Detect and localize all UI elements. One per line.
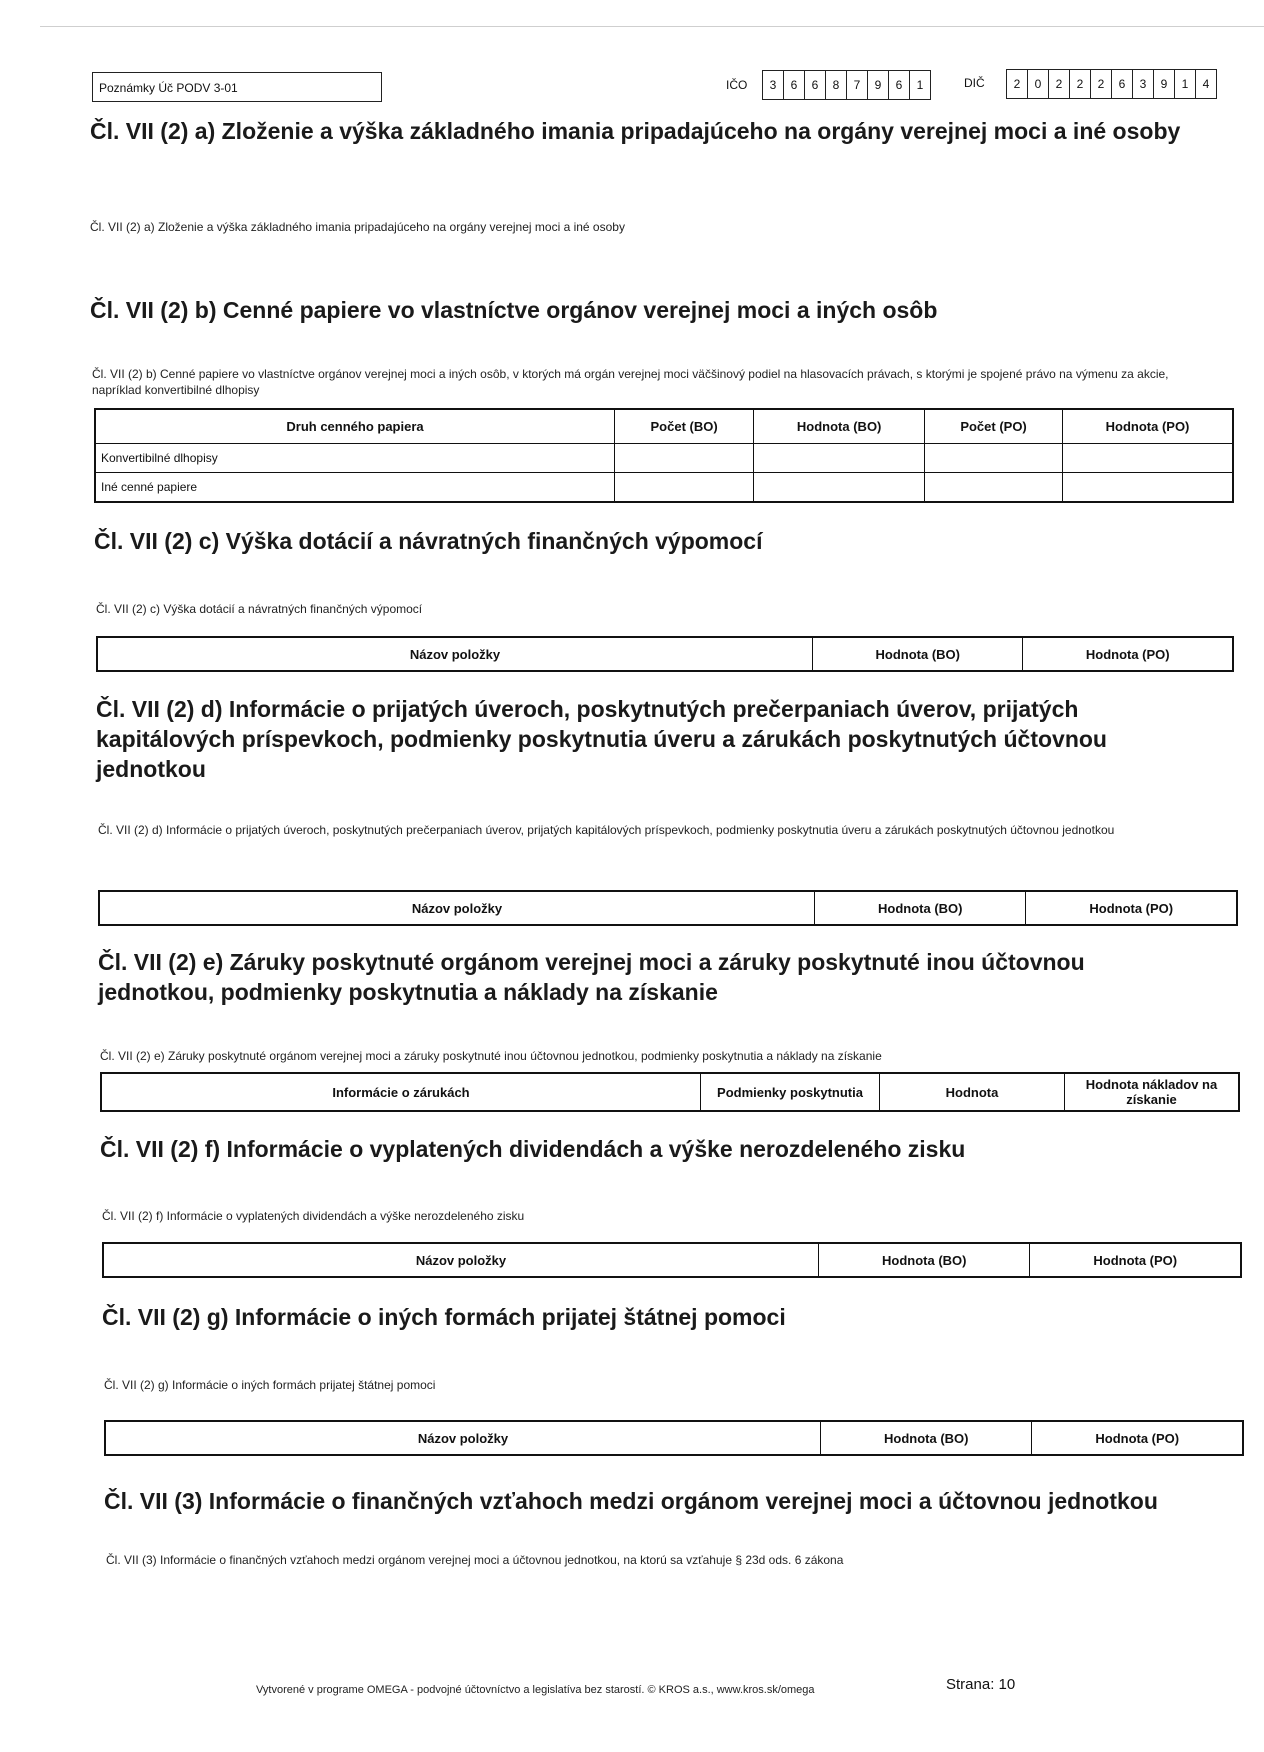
col-header: Názov položky xyxy=(97,637,813,671)
col-header: Názov položky xyxy=(105,1421,821,1455)
section-3-title: Čl. VII (3) Informácie o finančných vzťahoch medzi orgánom verejnej moci a účtovnou jednotkou xyxy=(104,1488,1158,1514)
dic-digit: 3 xyxy=(1133,70,1154,98)
dic-digit: 9 xyxy=(1154,70,1175,98)
col-header: Hodnota (BO) xyxy=(813,637,1023,671)
ico-label: IČO xyxy=(726,78,748,92)
dic-digit: 6 xyxy=(1112,70,1133,98)
section-d-title: Čl. VII (2) d) Informácie o prijatých úveroch, poskytnutých prečerpaniach úverov, prijatých kapitálových príspevkoch, podmienky poskytnutia úveru a zárukách poskytnutých účtovnou jednotkou xyxy=(96,696,1107,782)
cell[interactable] xyxy=(615,472,754,502)
top-rule xyxy=(40,26,1264,27)
dic-digit: 2 xyxy=(1049,70,1070,98)
col-header: Hodnota (PO) xyxy=(1023,637,1233,671)
guarantees-table xyxy=(100,1072,1240,1112)
loans-table xyxy=(98,890,1238,926)
cell[interactable] xyxy=(1063,443,1233,472)
ico-digit: 7 xyxy=(847,71,868,99)
dic-digit: 2 xyxy=(1070,70,1091,98)
table-header-row xyxy=(99,891,1237,925)
col-header: Hodnota (PO) xyxy=(1026,891,1237,925)
ico-digit: 6 xyxy=(805,71,826,99)
table-header-row xyxy=(97,637,1233,671)
ico-digit: 1 xyxy=(916,78,924,92)
dic-label: DIČ xyxy=(964,76,985,90)
securities-table xyxy=(94,408,1234,503)
section-g-title: Čl. VII (2) g) Informácie o iných formách prijatej štátnej pomoci xyxy=(102,1304,786,1330)
ico-digit: 6 xyxy=(784,71,805,99)
col-header: Informácie o zárukách xyxy=(101,1073,701,1111)
ico-digit: 3 xyxy=(763,71,784,99)
col-header: Druh cenného papiera xyxy=(95,409,615,443)
table-header-row xyxy=(95,409,1233,443)
row-label: Konvertibilné dlhopisy xyxy=(95,443,615,472)
section-d-desc: Čl. VII (2) d) Informácie o prijatých úveroch, poskytnutých prečerpaniach úverov, prijatých kapitálových príspevkoch, podmienky poskytnutia úveru a zárukách poskytnutých účtovnou jednotkou xyxy=(98,823,1115,837)
section-a-desc: Čl. VII (2) a) Zloženie a výška základného imania pripadajúceho na orgány verejnej moci a iné osoby xyxy=(90,220,625,234)
table-row xyxy=(95,443,1233,472)
section-g-desc: Čl. VII (2) g) Informácie o iných formách prijatej štátnej pomoci xyxy=(104,1378,436,1392)
col-header: Hodnota (PO) xyxy=(1032,1421,1243,1455)
section-3-desc: Čl. VII (3) Informácie o finančných vzťahoch medzi orgánom verejnej moci a účtovnou jednotkou, na ktorú sa vzťahuje § 23d ods. 6 zákona xyxy=(106,1553,844,1567)
cell[interactable] xyxy=(754,472,925,502)
col-header: Podmienky poskytnutia xyxy=(701,1073,880,1111)
col-header: Počet (BO) xyxy=(615,409,754,443)
row-label: Iné cenné papiere xyxy=(95,472,615,502)
ico-digit: 9 xyxy=(868,71,889,99)
col-header: Hodnota (PO) xyxy=(1063,409,1233,443)
section-c-desc: Čl. VII (2) c) Výška dotácií a návratných finančných výpomocí xyxy=(96,602,423,616)
page-number: Strana: 10 xyxy=(946,1676,1016,1693)
dic-digit: 2 xyxy=(1091,70,1112,98)
dic-digit: 4 xyxy=(1202,77,1210,91)
cell[interactable] xyxy=(1063,472,1233,502)
cell[interactable] xyxy=(754,443,925,472)
section-b-desc: Čl. VII (2) b) Cenné papiere vo vlastníctve orgánov verejnej moci a iných osôb, v ktorých má orgán verejnej moci väčšinový podiel na hlasovacích právach, s ktorými je spojené právo na výmenu za akcie, napríklad konvertibilné dlhopisy xyxy=(92,367,1169,397)
cell[interactable] xyxy=(925,443,1063,472)
col-header: Hodnota nákladov na získanie xyxy=(1065,1073,1240,1111)
dic-digit: 1 xyxy=(1175,70,1196,98)
section-f-desc: Čl. VII (2) f) Informácie o vyplatených dividendách a výške nerozdeleného zisku xyxy=(102,1209,525,1223)
section-e-desc: Čl. VII (2) e) Záruky poskytnuté orgánom verejnej moci a záruky poskytnuté inou účtovnou jednotkou, podmienky poskytnutia a náklady na získanie xyxy=(100,1049,882,1063)
ico-digit: 6 xyxy=(889,71,910,99)
section-a-title: Čl. VII (2) a) Zloženie a výška základného imania pripadajúceho na orgány verejnej moci a iné osoby xyxy=(90,118,1181,144)
footer-created-by: Vytvorené v programe OMEGA - podvojné účtovníctvo a legislatíva bez starostí. © KROS a.s., www.kros.sk/omega xyxy=(256,1684,815,1696)
col-header: Hodnota (BO) xyxy=(821,1421,1032,1455)
table-row xyxy=(95,472,1233,502)
cell[interactable] xyxy=(925,472,1063,502)
col-header: Hodnota (BO) xyxy=(819,1243,1030,1277)
section-c-title: Čl. VII (2) c) Výška dotácií a návratných finančných výpomocí xyxy=(94,528,763,554)
col-header: Hodnota (PO) xyxy=(1030,1243,1241,1277)
col-header: Názov položky xyxy=(103,1243,819,1277)
ico-digits xyxy=(762,70,931,100)
subsidies-table xyxy=(96,636,1234,672)
table-header-row xyxy=(105,1421,1243,1455)
col-header: Počet (PO) xyxy=(925,409,1063,443)
cell[interactable] xyxy=(615,443,754,472)
note-label-box: Poznámky Úč PODV 3-01 xyxy=(92,72,382,102)
table-header-row xyxy=(103,1243,1241,1277)
col-header: Názov položky xyxy=(99,891,815,925)
col-header: Hodnota (BO) xyxy=(815,891,1026,925)
col-header: Hodnota (BO) xyxy=(754,409,925,443)
dic-digit: 0 xyxy=(1028,70,1049,98)
section-b-title: Čl. VII (2) b) Cenné papiere vo vlastníctve orgánov verejnej moci a iných osôb xyxy=(90,297,938,323)
section-e-title: Čl. VII (2) e) Záruky poskytnuté orgánom verejnej moci a záruky poskytnuté inou účtovnou jednotkou, podmienky poskytnutia a náklady na získanie xyxy=(98,949,1085,1005)
table-header-row xyxy=(101,1073,1239,1111)
dic-digits xyxy=(1006,69,1217,99)
section-f-title: Čl. VII (2) f) Informácie o vyplatených dividendách a výške nerozdeleného zisku xyxy=(100,1136,966,1162)
col-header: Hodnota xyxy=(880,1073,1065,1111)
ico-digit: 8 xyxy=(826,71,847,99)
dividends-table xyxy=(102,1242,1242,1278)
dic-digit: 2 xyxy=(1007,70,1028,98)
state-aid-table xyxy=(104,1420,1244,1456)
